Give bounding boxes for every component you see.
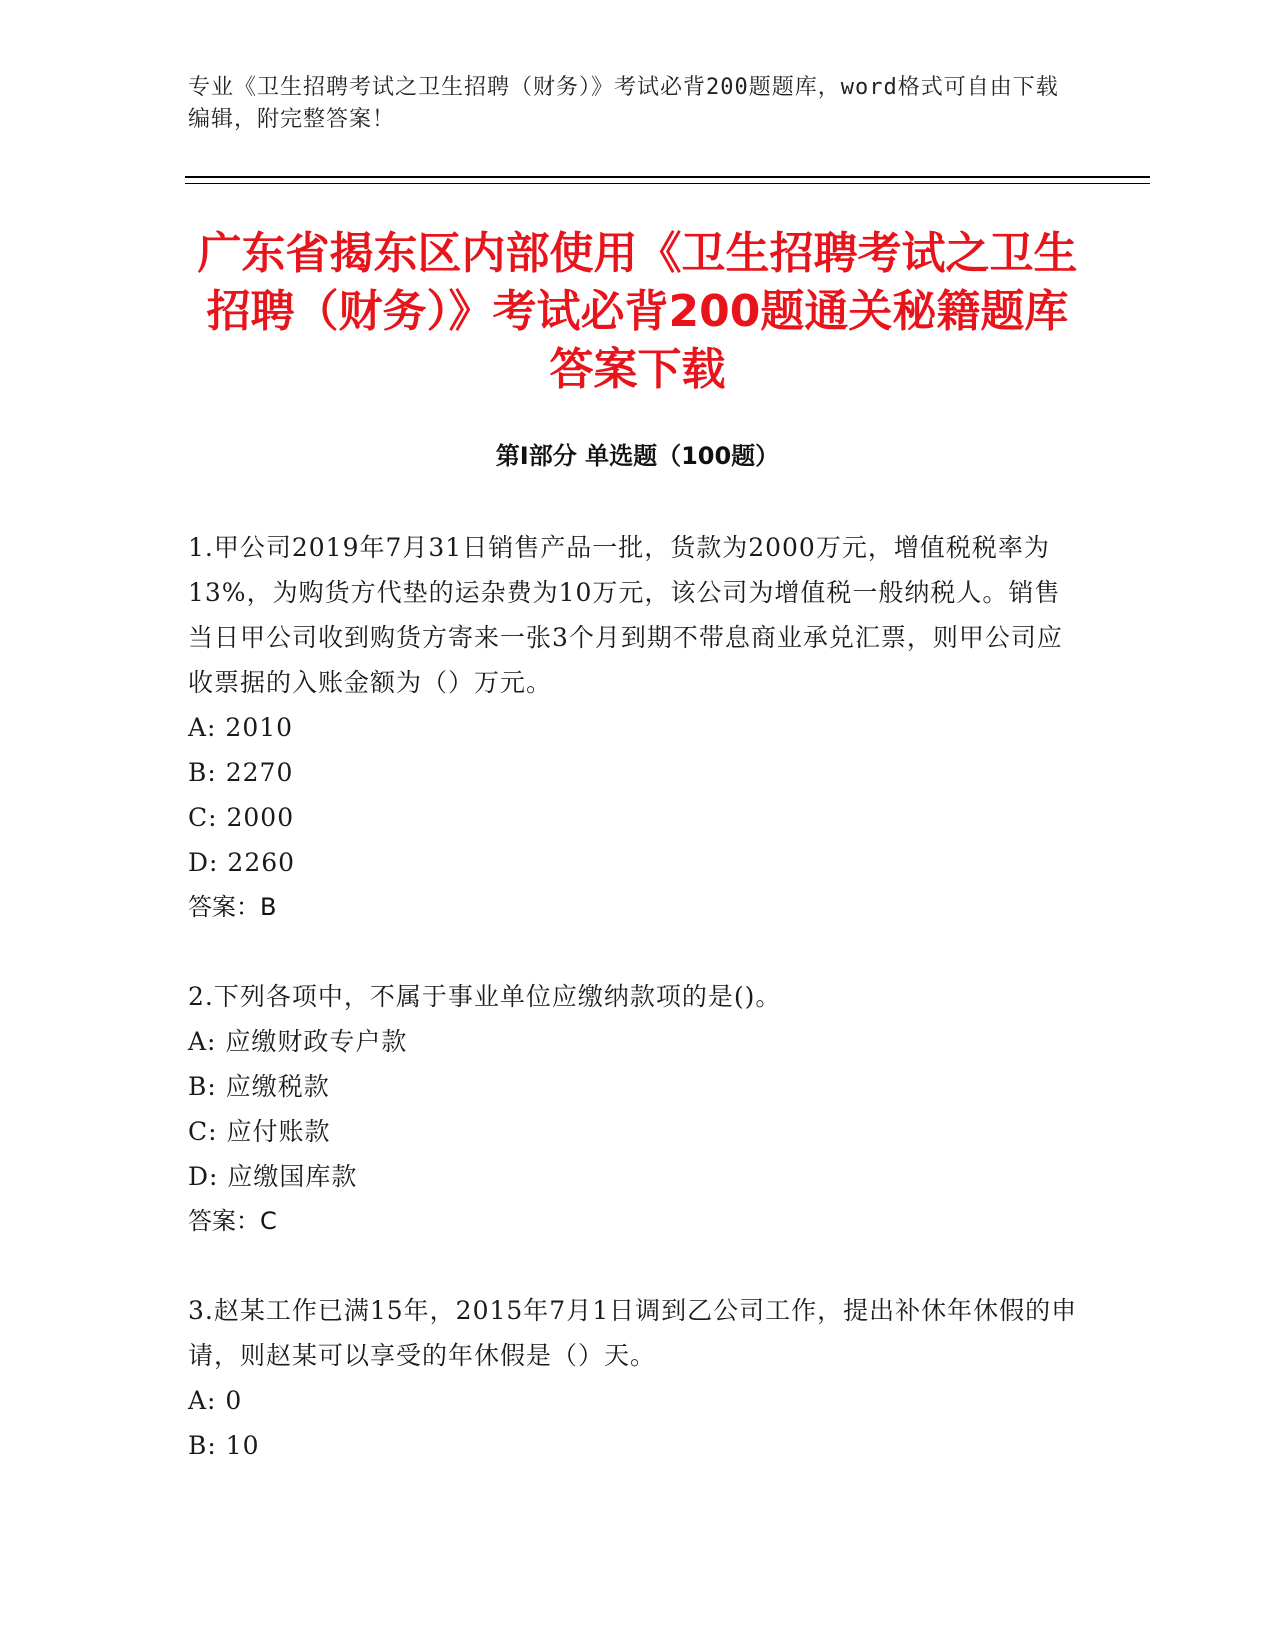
intro-text: 专业《卫生招聘考试之卫生招聘（财务）》考试必背200题题库，word格式可自由下载编辑，附完整答案！ [188, 75, 1059, 132]
option-c: C: 2000 [188, 803, 295, 832]
header-rule-thin [185, 183, 1150, 184]
question-1 [188, 525, 1083, 930]
answer: 答案：B [188, 893, 277, 921]
option-a: A: 应缴财政专户款 [188, 1027, 408, 1056]
question-stem: 2.下列各项中，不属于事业单位应缴纳款项的是()。 [188, 982, 782, 1011]
option-b: B: 10 [188, 1431, 260, 1460]
answer: 答案：C [188, 1207, 277, 1235]
document-title: 广东省揭东区内部使用《卫生招聘考试之卫生招聘（财务）》考试必背200题通关秘籍题库答案下载 [197, 228, 1078, 395]
option-c: C: 应付账款 [188, 1117, 331, 1146]
question-stem: 1.甲公司2019年7月31日销售产品一批，货款为2000万元，增值税税率为13%，为购货方代垫的运杂费为10万元，该公司为增值税一般纳税人。销售当日甲公司收到购货方寄来一张3个月到期不带息商业承兑汇票，则甲公司应收票据的入账金额为（）万元。 [188, 533, 1063, 697]
option-a: A: 2010 [188, 713, 294, 742]
question-list [188, 525, 1083, 1512]
option-b: B: 应缴税款 [188, 1072, 330, 1101]
option-b: B: 2270 [188, 758, 294, 787]
section-title: 第I部分 单选题（100题） [495, 442, 780, 470]
question-3 [188, 1288, 1083, 1468]
option-a: A: 0 [188, 1386, 243, 1415]
header-rule-thick [185, 176, 1150, 178]
option-d: D: 应缴国库款 [188, 1162, 358, 1191]
option-d: D: 2260 [188, 848, 296, 877]
question-stem: 3.赵某工作已满15年，2015年7月1日调到乙公司工作，提出补休年休假的申请，则赵某可以享受的年休假是（）天。 [188, 1296, 1078, 1370]
question-2 [188, 974, 1083, 1244]
